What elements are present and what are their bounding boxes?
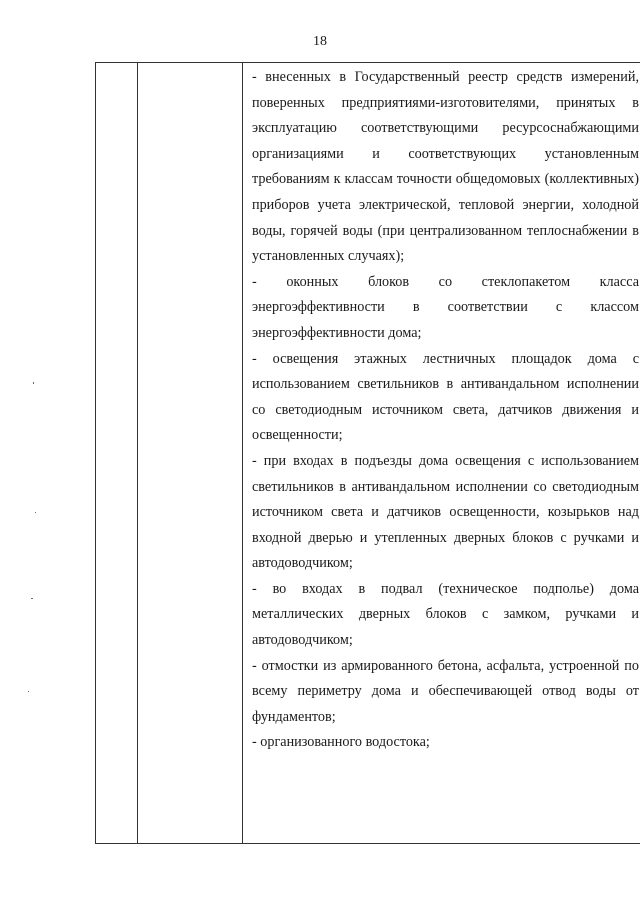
requirements-table (95, 62, 640, 844)
scan-artifact (33, 382, 34, 384)
scan-artifact (35, 512, 36, 513)
paragraph-blind-area: - отмостки из армированного бетона, асфальта, устроенной по всему периметру дома и обеспечивающей отвод воды от фундаментов; (252, 657, 639, 725)
table-cell-name (138, 63, 243, 844)
scan-artifact (31, 598, 33, 599)
table-cell-description (243, 63, 640, 844)
paragraph-metering-devices: - внесенных в Государственный реестр средств измерений, поверенных предприятиями-изготовителями, принятых в эксплуатацию соответствующими ресурсоснабжающими организациями и соответствующих установленным требованиям к классам точности общедомовых (коллективных) приборов учета электрической, тепловой энергии, холодной воды, горячей воды (при централизованном теплоснабжении в установленных случаях); (252, 69, 639, 265)
paragraph-basement-doors: - во входах в подвал (техническое подполье) дома металлических дверных блоков с замком, ручками и автодоводчиком; (252, 580, 639, 649)
table-cell-number (96, 63, 138, 844)
page-number: 18 (313, 34, 327, 49)
description-content (243, 63, 640, 756)
paragraph-stair-lighting: - освещения этажных лестничных площадок дома с использованием светильников в антивандальном исполнении со светодиодным источником света, датчиков движения и освещенности; (252, 350, 639, 444)
scan-artifact (28, 691, 29, 692)
table-row (96, 63, 640, 844)
paragraph-window-blocks: - оконных блоков со стеклопакетом класса энергоэффективности в соответствии с классом энергоэффективности дома; (252, 273, 639, 341)
paragraph-drainage: - организованного водостока; (252, 734, 430, 751)
paragraph-entrance-lighting: - при входах в подъезды дома освещения с использованием светильников в антивандальном исполнении со светодиодным источником света и датчиков освещенности, козырьков над входной дверью и утепленных дверных блоков с ручками и автодоводчиком; (252, 452, 639, 572)
